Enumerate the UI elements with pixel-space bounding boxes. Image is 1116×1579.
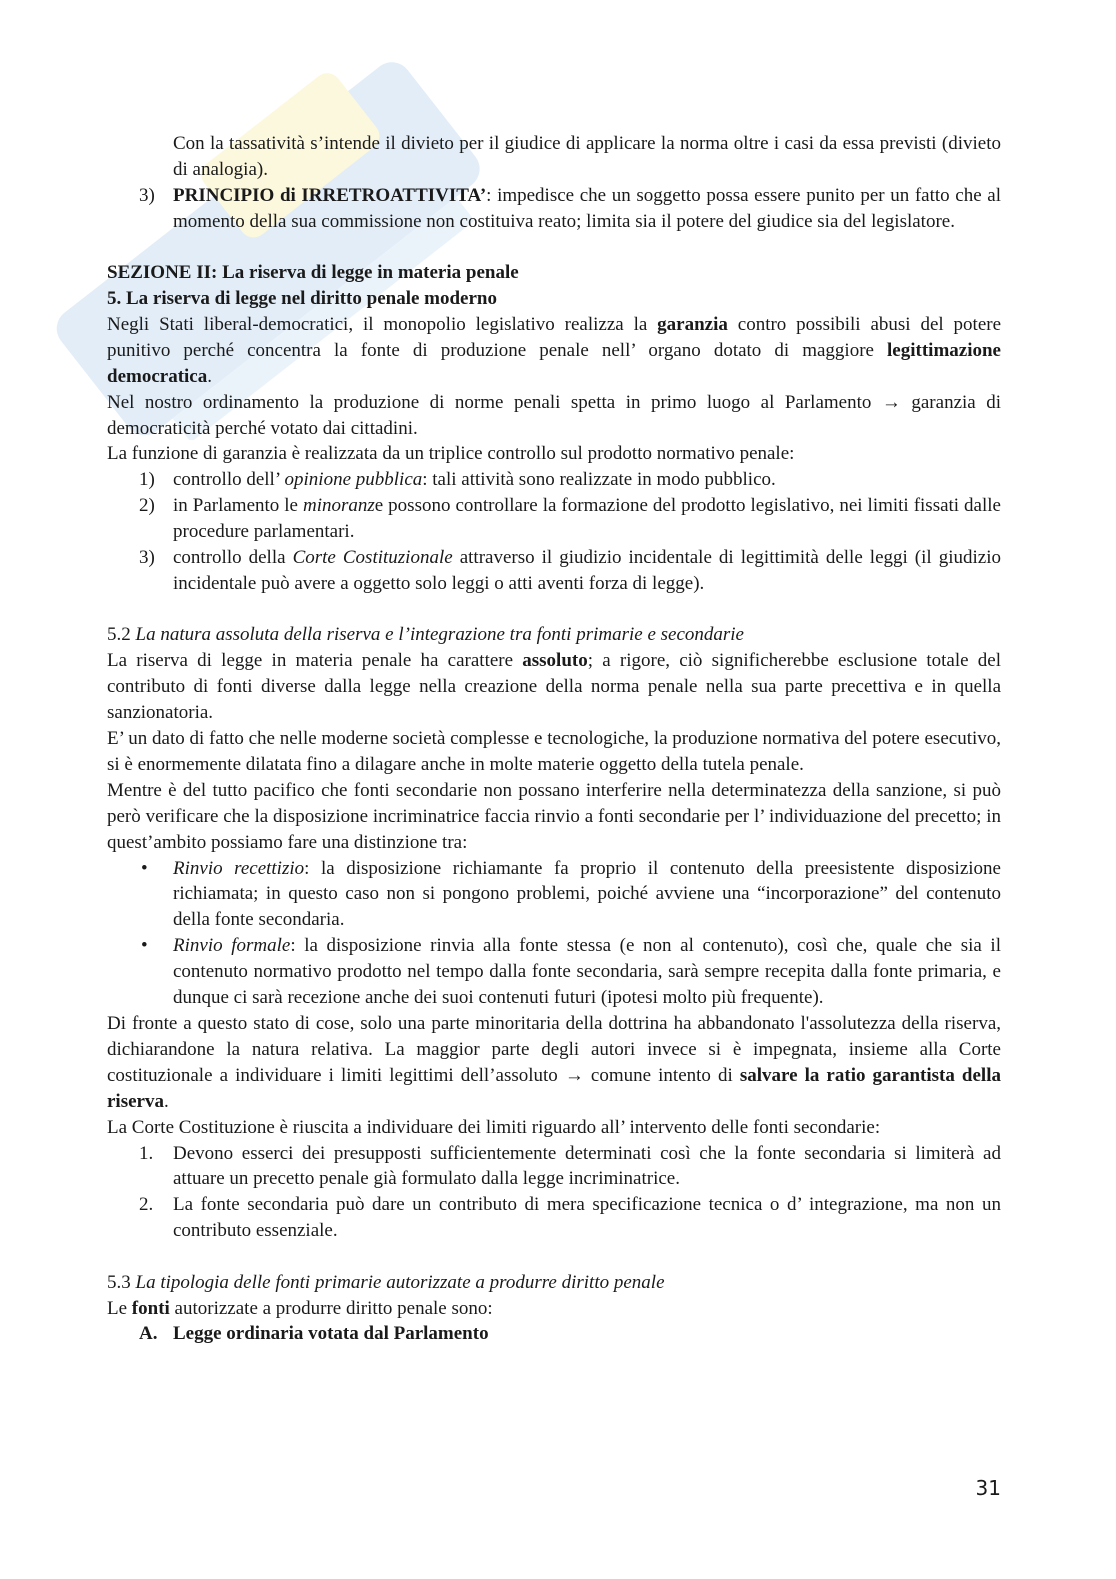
list-item (107, 1321, 1001, 1347)
page-number: 31 (975, 1476, 1001, 1500)
bullet-item (107, 856, 1001, 934)
list-item (107, 545, 1001, 597)
italic-text: minoranz (302, 495, 375, 517)
text: 5.3 (107, 1271, 136, 1293)
paragraph (107, 778, 1001, 856)
bold-text: legittimazione democratica (107, 339, 1001, 387)
list-item (107, 1192, 1001, 1244)
text: e possono controllare la formazione del prodotto legislativo, nei limiti fissati dalle procedure parlamentari. (173, 495, 1001, 543)
bold-text: 5. La riserva di legge nel diritto penale moderno (107, 288, 497, 310)
text: Negli Stati liberal-democratici, il monopolio legislativo realizza la (107, 313, 658, 335)
list-marker: 2) (139, 495, 155, 517)
italic-text: opinione pubblica (284, 469, 423, 491)
list-marker: 2. (139, 1194, 154, 1216)
italic-text: Rinvio recettizio (173, 857, 305, 879)
paragraph (107, 260, 1001, 286)
bold-text: PRINCIPIO di IRRETROATTIVITA’ (173, 184, 487, 206)
section (107, 1270, 1001, 1348)
text: : la disposizione rinvia alla fonte stessa (e non al contenuto), così che, quale che sia il contenuto normativo prodotto nel tempo dalla fonte secondaria, sarà sempre recepita dalla fonte primaria, e dunque ci sarà recezione anche dei suoi contenuti futuri (ipotesi molto più frequente). (173, 935, 1001, 1009)
paragraph (107, 312, 1001, 390)
bullet-marker: • (141, 935, 148, 957)
paragraph (107, 648, 1001, 726)
list-item (107, 183, 1001, 235)
bullet-marker: • (141, 857, 148, 879)
paragraph (107, 1115, 1001, 1141)
list-marker: 3) (139, 547, 155, 569)
bullet-item (107, 933, 1001, 1011)
text: attraverso il giudizio incidentale di legittimità delle leggi (il giudizio incidentale può avere a oggetto solo leggi o atti aventi forza di legge). (173, 547, 1001, 594)
italic-text: Rinvio formale (173, 935, 291, 957)
bold-text: fonti (131, 1297, 170, 1319)
paragraph (107, 1296, 1001, 1322)
bold-text: garanzia (657, 313, 728, 335)
text: La Corte Costituzione è riuscita a individuare dei limiti riguardo all’ intervento delle fonti secondarie: (107, 1116, 881, 1138)
document-body (107, 131, 1001, 1347)
paragraph (107, 622, 1001, 648)
text: autorizzate a produrre diritto penale sono: (169, 1297, 493, 1319)
text: Le (107, 1297, 132, 1319)
text: La riserva di legge in materia penale ha carattere (107, 650, 523, 672)
paragraph (107, 726, 1001, 778)
list-continuation (107, 131, 1001, 183)
text: Con la tassatività s’intende il divieto per il giudice di applicare la norma oltre i casi da essa previsti (divieto di analogia). (173, 133, 1001, 180)
text: : la disposizione richiamante fa proprio il contenuto della preesistente disposizione richiamata; in questo caso non si pongono problemi, poiché avviene una “incorporazione” del contenuto della fonte secondaria. (173, 857, 1001, 931)
text: La fonte secondaria può dare un contributo di mera specificazione tecnica o d’ integrazione, ma non un contributo essenziale. (173, 1194, 1001, 1242)
text: . (207, 365, 212, 387)
paragraph (107, 390, 1001, 442)
paragraph (107, 1011, 1001, 1115)
text: Mentre è del tutto pacifico che fonti secondarie non possano interferire nella determinatezza della sanzione, si può però verificare che la disposizione incriminatrice faccia rinvio a fonti secondarie per l’ individuazione del precetto; in quest’ambito possiamo fare una distinzione tra: (107, 779, 1001, 853)
list-item (107, 493, 1001, 545)
section (107, 622, 1001, 1244)
bold-text: Legge ordinaria votata dal Parlamento (173, 1323, 489, 1345)
text: contro possibili abusi del potere punitivo perché concentra la fonte di produzione penale nell’ organo dotato di maggiore (107, 313, 1002, 361)
italic-text: Corte Costituzionale (292, 547, 453, 569)
text: . (163, 1090, 169, 1112)
list-item (107, 1141, 1001, 1193)
list-marker: 1) (139, 469, 155, 491)
text: in Parlamento le (173, 495, 303, 517)
italic-text: La tipologia delle fonti primarie autorizzate a produrre diritto penale (135, 1271, 665, 1293)
text: E’ un dato di fatto che nelle moderne società complesse e tecnologiche, la produzione normativa del potere esecutivo, si è enormemente dilatata fino a dilagare anche in molte materie oggetto della tutela penale. (107, 728, 1001, 775)
list-marker: A. (139, 1323, 158, 1345)
list-item (107, 467, 1001, 493)
text: controllo dell’ (173, 469, 285, 491)
text: Devono esserci dei presupposti sufficientemente determinati così che la fonte secondaria si limiterà ad attuare un precetto penale già formulato dalla legge incriminatrice. (173, 1142, 1001, 1190)
paragraph (107, 286, 1001, 312)
paragraph (107, 441, 1001, 467)
bold-text: SEZIONE II: La riserva di legge in materia penale (107, 262, 519, 284)
list-marker: 3) (139, 184, 155, 206)
italic-text: La natura assoluta della riserva e l’integrazione tra fonti primarie e secondarie (135, 624, 744, 646)
text: Di fronte a questo stato di cose, solo una parte minoritaria della dottrina ha abbandonato l'assolutezza della riserva, dichiarandone la natura relativa. La maggior parte degli autori invece si è impegnata, insieme alla Corte costituzionale a individuare i limiti legittimi dell’assoluto → comune intento di (107, 1013, 1001, 1086)
text: Nel nostro ordinamento la produzione di norme penali spetta in primo luogo al Parlamento → garanzia di democraticità perché votato dai cittadini. (107, 391, 1001, 439)
text: controllo della (173, 547, 293, 569)
text: 5.2 (107, 624, 136, 646)
list-marker: 1. (139, 1142, 154, 1164)
text: : tali attività sono realizzate in modo pubblico. (422, 469, 776, 491)
text: La funzione di garanzia è realizzata da un triplice controllo sul prodotto normativo penale: (107, 443, 795, 465)
section (107, 260, 1001, 597)
text: ; a rigore, ciò significherebbe esclusione totale del contributo di fonti diverse dalla legge nella creazione della norma penale nella sua parte precettiva e in quella sanzionatoria. (107, 650, 1001, 724)
section (107, 131, 1001, 235)
paragraph (107, 1270, 1001, 1296)
bold-text: assoluto (522, 650, 588, 672)
bold-text: salvare la ratio garantista della riserva (107, 1064, 1001, 1112)
text: : impedisce che un soggetto possa essere punito per un fatto che al momento della sua commissione non costituiva reato; limita sia il potere del giudice sia del legislatore. (173, 184, 1001, 232)
